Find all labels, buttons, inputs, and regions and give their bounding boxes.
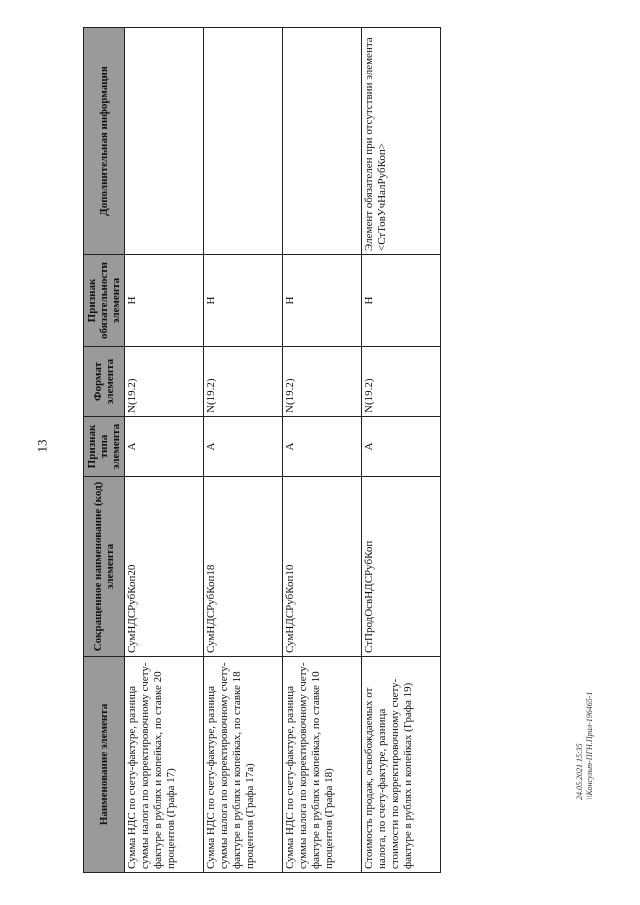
- cell-format: N(19.2): [283, 347, 362, 417]
- header-code: Сокращенное наименование (код) элемента: [84, 477, 125, 657]
- table-row: [283, 28, 362, 873]
- header-format: Формат элемента: [84, 347, 125, 417]
- cell-required: Н: [204, 255, 283, 347]
- cell-name: Стоимость продаж, освобождаемых от налога, по счету-фактуре, разница стоимости по корректировочному счету-фактуре в рублях и копейках (Графа 19): [362, 657, 441, 873]
- cell-extra: [125, 28, 204, 255]
- header-type: Признак типа элемента: [84, 417, 125, 477]
- cell-code: СумНДСРубКоп10: [283, 477, 362, 657]
- page-number: 13: [34, 439, 50, 453]
- table-row: [125, 28, 204, 873]
- cell-extra: [204, 28, 283, 255]
- cell-code: СумНДСРубКоп18: [204, 477, 283, 657]
- rotated-table-container: [83, 28, 441, 873]
- footer-timestamp: 24.05.2021 15:35: [575, 743, 584, 800]
- cell-type: А: [204, 417, 283, 477]
- cell-format: N(19.2): [362, 347, 441, 417]
- cell-code: СтПродОсвНДСРубКоп: [362, 477, 441, 657]
- cell-required: Н: [283, 255, 362, 347]
- header-required: Признак обязательности элемента: [84, 255, 125, 347]
- cell-type: А: [283, 417, 362, 477]
- header-extra: Дополнительная информация: [84, 28, 125, 255]
- cell-extra: Элемент обязателен при отсутствии элемента <СтТовУчНалРубКоп>: [362, 28, 441, 255]
- cell-name: Сумма НДС по счету-фактуре, разница суммы налога по корректировочному счету-фактуре в рублях и копейках, по ставке 10 процентов (Графа 18): [283, 657, 362, 873]
- footer-doc-id: \\Консульт-ПГН.Прил-196465-1: [585, 691, 594, 800]
- cell-required: Н: [362, 255, 441, 347]
- cell-extra: [283, 28, 362, 255]
- cell-code: СумНДСРубКоп20: [125, 477, 204, 657]
- cell-required: Н: [125, 255, 204, 347]
- cell-format: N(19.2): [125, 347, 204, 417]
- cell-format: N(19.2): [204, 347, 283, 417]
- table-header-row: [84, 28, 125, 873]
- header-name: Наименование элемента: [84, 657, 125, 873]
- footer-stamp: [575, 620, 595, 800]
- table-row: [204, 28, 283, 873]
- cell-name: Сумма НДС по счету-фактуре, разница суммы налога по корректировочному счету-фактуре в рублях и копейках, по ставке 18 процентов (Графа 17а): [204, 657, 283, 873]
- cell-type: А: [362, 417, 441, 477]
- cell-type: А: [125, 417, 204, 477]
- elements-table: [83, 27, 441, 873]
- cell-name: Сумма НДС по счету-фактуре, разница суммы налога по корректировочному счету-фактуре в рублях и копейках, по ставке 20 процентов (Графа 17): [125, 657, 204, 873]
- table-row: [362, 28, 441, 873]
